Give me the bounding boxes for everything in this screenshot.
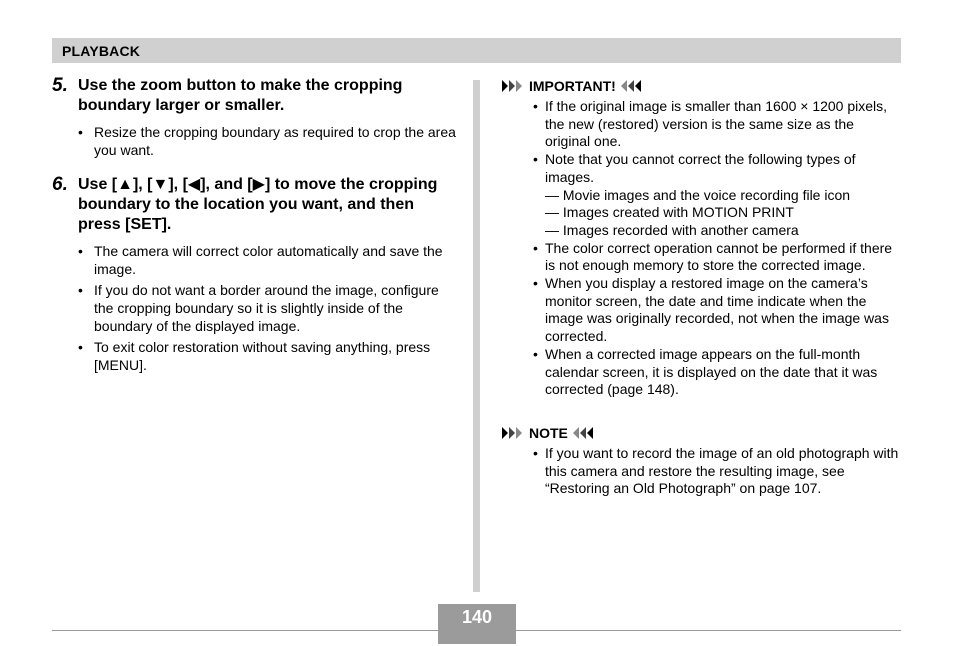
step-number: 6.: [52, 174, 68, 196]
step-6-bullets: [52, 243, 457, 374]
list-item: • Resize the cropping boundary as required to crop the area you want.: [52, 124, 457, 159]
sub-item: — Images created with MOTION PRINT: [545, 204, 794, 221]
page-number-badge: [438, 604, 516, 644]
list-item: • The camera will correct color automatically and save the image.: [52, 243, 457, 278]
step-5-bullets: [52, 124, 457, 159]
list-item: • If you do not want a border around the image, configure the cropping boundary so it is slightly inside of the boundary of the displayed image.: [52, 282, 457, 335]
note-heading: [502, 423, 902, 443]
list-item: • When a corrected image appears on the full-month calendar screen, it is displayed on the date that it was corrected (page 148).: [502, 346, 902, 399]
list-item: • If you want to record the image of an old photograph with this camera and restore the resulting image, see “Restoring an Old Photograph” on page 107.: [502, 445, 902, 498]
step-number: 5.: [52, 75, 68, 96]
sub-item: — Movie images and the voice recording file icon: [545, 186, 851, 203]
step-6: [52, 175, 457, 235]
list-item: • To exit color restoration without saving anything, press [MENU].: [52, 339, 457, 374]
triple-right-arrow-icon: [502, 427, 524, 439]
triple-left-arrow-icon: [573, 427, 595, 439]
list-item: • The color correct operation cannot be performed if there is not enough memory to store the corrected image.: [502, 240, 902, 275]
list-item: • When you display a restored image on the camera’s monitor screen, the date and time indicate when the image was originally recorded, not when the image was corrected.: [502, 275, 902, 346]
note-list: [502, 445, 902, 498]
note-title: NOTE: [529, 424, 568, 441]
list-item: • If the original image is smaller than 1600 × 1200 pixels, the new (restored) version is the same size as the original one.: [502, 98, 902, 151]
important-title: IMPORTANT!: [529, 78, 616, 94]
triple-left-arrow-icon: [621, 80, 643, 92]
column-divider: [473, 80, 480, 592]
important-list: [502, 98, 902, 399]
sub-item: — Images recorded with another camera: [545, 221, 799, 238]
list-item: [502, 151, 902, 186]
left-column: [52, 76, 457, 390]
section-title: PLAYBACK: [62, 43, 141, 59]
step-5: [52, 76, 457, 116]
triple-right-arrow-icon: [502, 80, 524, 92]
step-instruction: Use the zoom button to make the cropping boundary larger or smaller.: [78, 77, 403, 114]
right-column: [502, 76, 902, 522]
section-header-bar: [52, 38, 901, 63]
list-item-text: Note that you cannot correct the following types of images.: [545, 151, 856, 185]
step-instruction: Use [▲], [▼], [◀], and [▶] to move the cropping boundary to the location you want, and then press [SET].: [78, 176, 438, 234]
page-number: 140: [461, 607, 493, 627]
important-heading: [502, 76, 902, 96]
